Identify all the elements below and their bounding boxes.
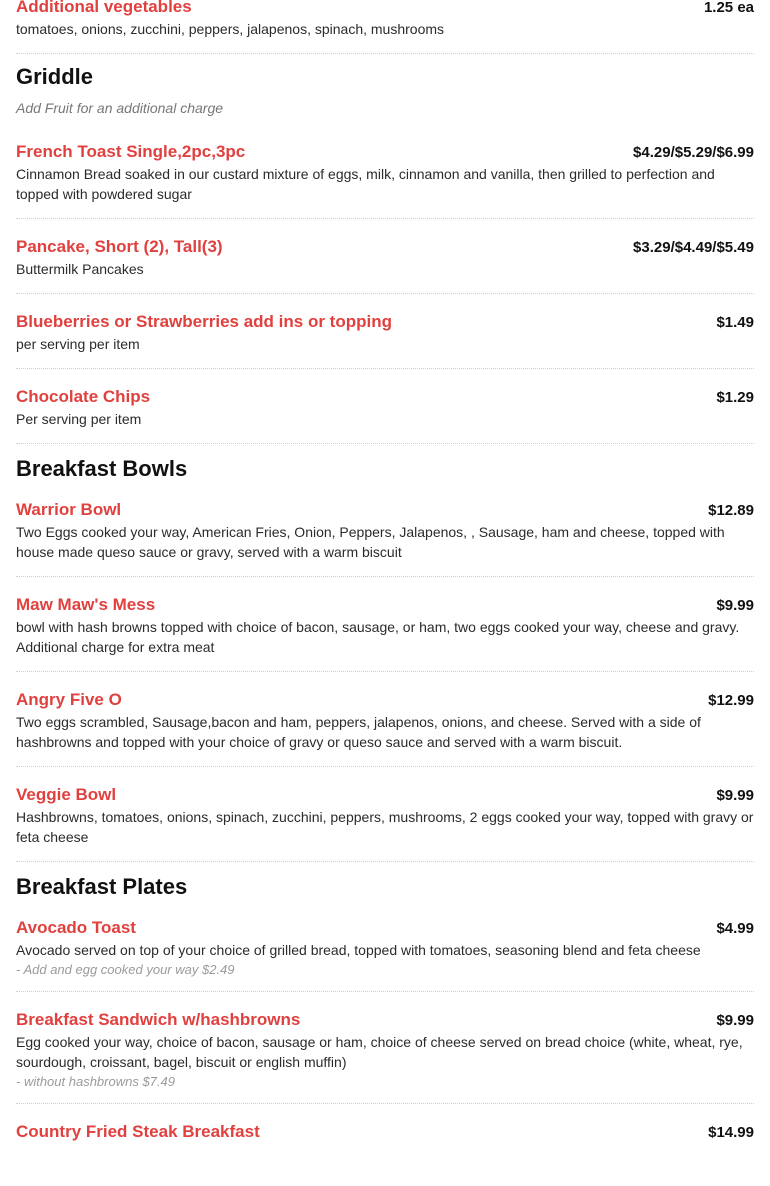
item-price: $9.99 [716, 787, 754, 804]
item-price: 1.25 ea [703, 0, 754, 16]
item-description: Per serving per item [16, 411, 142, 427]
item-price: $12.89 [708, 502, 754, 519]
item-name[interactable]: Avocado Toast [16, 918, 136, 937]
section-title: Breakfast Plates [16, 874, 188, 899]
menu-item [16, 116, 754, 219]
item-option: - without hashbrowns $7.49 [16, 1074, 175, 1089]
item-description: Two eggs scrambled, Sausage,bacon and ham, peppers, jalapenos, onions, and cheese. Served with a side of hashbrowns and topped with your choice of gravy or queso sauce and served with a warm biscuit. [16, 714, 701, 750]
menu-item [16, 900, 754, 992]
section-title: Breakfast Bowls [16, 456, 188, 481]
item-name[interactable]: Country Fried Steak Breakfast [16, 1122, 260, 1141]
item-name[interactable]: Angry Five O [16, 690, 122, 709]
item-name[interactable]: Chocolate Chips [16, 387, 151, 406]
item-name[interactable]: Pancake, Short (2), Tall(3) [16, 237, 223, 256]
item-price: $1.29 [716, 389, 754, 406]
section-breakfast-plates [16, 862, 754, 1156]
item-description: per serving per item [16, 336, 140, 352]
item-description: Buttermilk Pancakes [16, 261, 144, 277]
menu-item [16, 577, 754, 672]
item-name[interactable]: Maw Maw's Mess [16, 595, 156, 614]
item-price: $9.99 [716, 1012, 754, 1029]
item-description: Hashbrowns, tomatoes, onions, spinach, zucchini, peppers, mushrooms, 2 eggs cooked your way, topped with gravy or feta cheese [16, 809, 754, 845]
menu-item [16, 672, 754, 767]
item-description: Cinnamon Bread soaked in our custard mixture of eggs, milk, cinnamon and vanilla, then grilled to perfection and topped with powdered sugar [16, 166, 715, 202]
section-griddle [16, 54, 754, 444]
item-price: $4.99 [716, 920, 754, 937]
menu-item [16, 294, 754, 369]
item-price: $12.99 [708, 692, 754, 709]
menu-item [16, 1104, 754, 1156]
item-description: bowl with hash browns topped with choice of bacon, sausage, or ham, two eggs cooked your way, cheese and gravy. Additional charge for extra meat [16, 619, 740, 655]
menu-item [16, 0, 754, 54]
item-description: Egg cooked your way, choice of bacon, sausage or ham, choice of cheese served on bread choice (white, wheat, rye, sourdough, croissant, bagel, biscuit or english muffin) [16, 1034, 743, 1070]
section-note: Add Fruit for an additional charge [16, 100, 224, 116]
item-name[interactable]: Blueberries or Strawberries add ins or topping [16, 312, 392, 331]
item-name[interactable]: Veggie Bowl [16, 785, 117, 804]
item-description: tomatoes, onions, zucchini, peppers, jalapenos, spinach, mushrooms [16, 21, 445, 37]
menu-item [16, 369, 754, 444]
section-breakfast-bowls [16, 444, 754, 862]
item-description: Avocado served on top of your choice of grilled bread, topped with tomatoes, seasoning blend and feta cheese [16, 942, 701, 958]
section-title: Griddle [16, 64, 94, 89]
item-price: $3.29/$4.49/$5.49 [633, 239, 754, 256]
item-name[interactable]: French Toast Single,2pc,3pc [16, 142, 246, 161]
menu-item [16, 992, 754, 1104]
item-description: Two Eggs cooked your way, American Fries, Onion, Peppers, Jalapenos, , Sausage, ham and cheese, topped with house made queso sauce or gravy, served with a warm biscuit [16, 524, 725, 560]
item-price: $14.99 [708, 1124, 754, 1141]
menu-item [16, 219, 754, 294]
menu-item [16, 482, 754, 577]
item-option: - Add and egg cooked your way $2.49 [16, 962, 235, 977]
item-name[interactable]: Breakfast Sandwich w/hashbrowns [16, 1010, 301, 1029]
item-price: $4.29/$5.29/$6.99 [633, 144, 754, 161]
item-name[interactable]: Additional vegetables [16, 0, 192, 16]
item-name[interactable]: Warrior Bowl [16, 500, 122, 519]
item-price: $9.99 [716, 597, 754, 614]
item-price: $1.49 [716, 314, 754, 331]
menu-item [16, 767, 754, 862]
